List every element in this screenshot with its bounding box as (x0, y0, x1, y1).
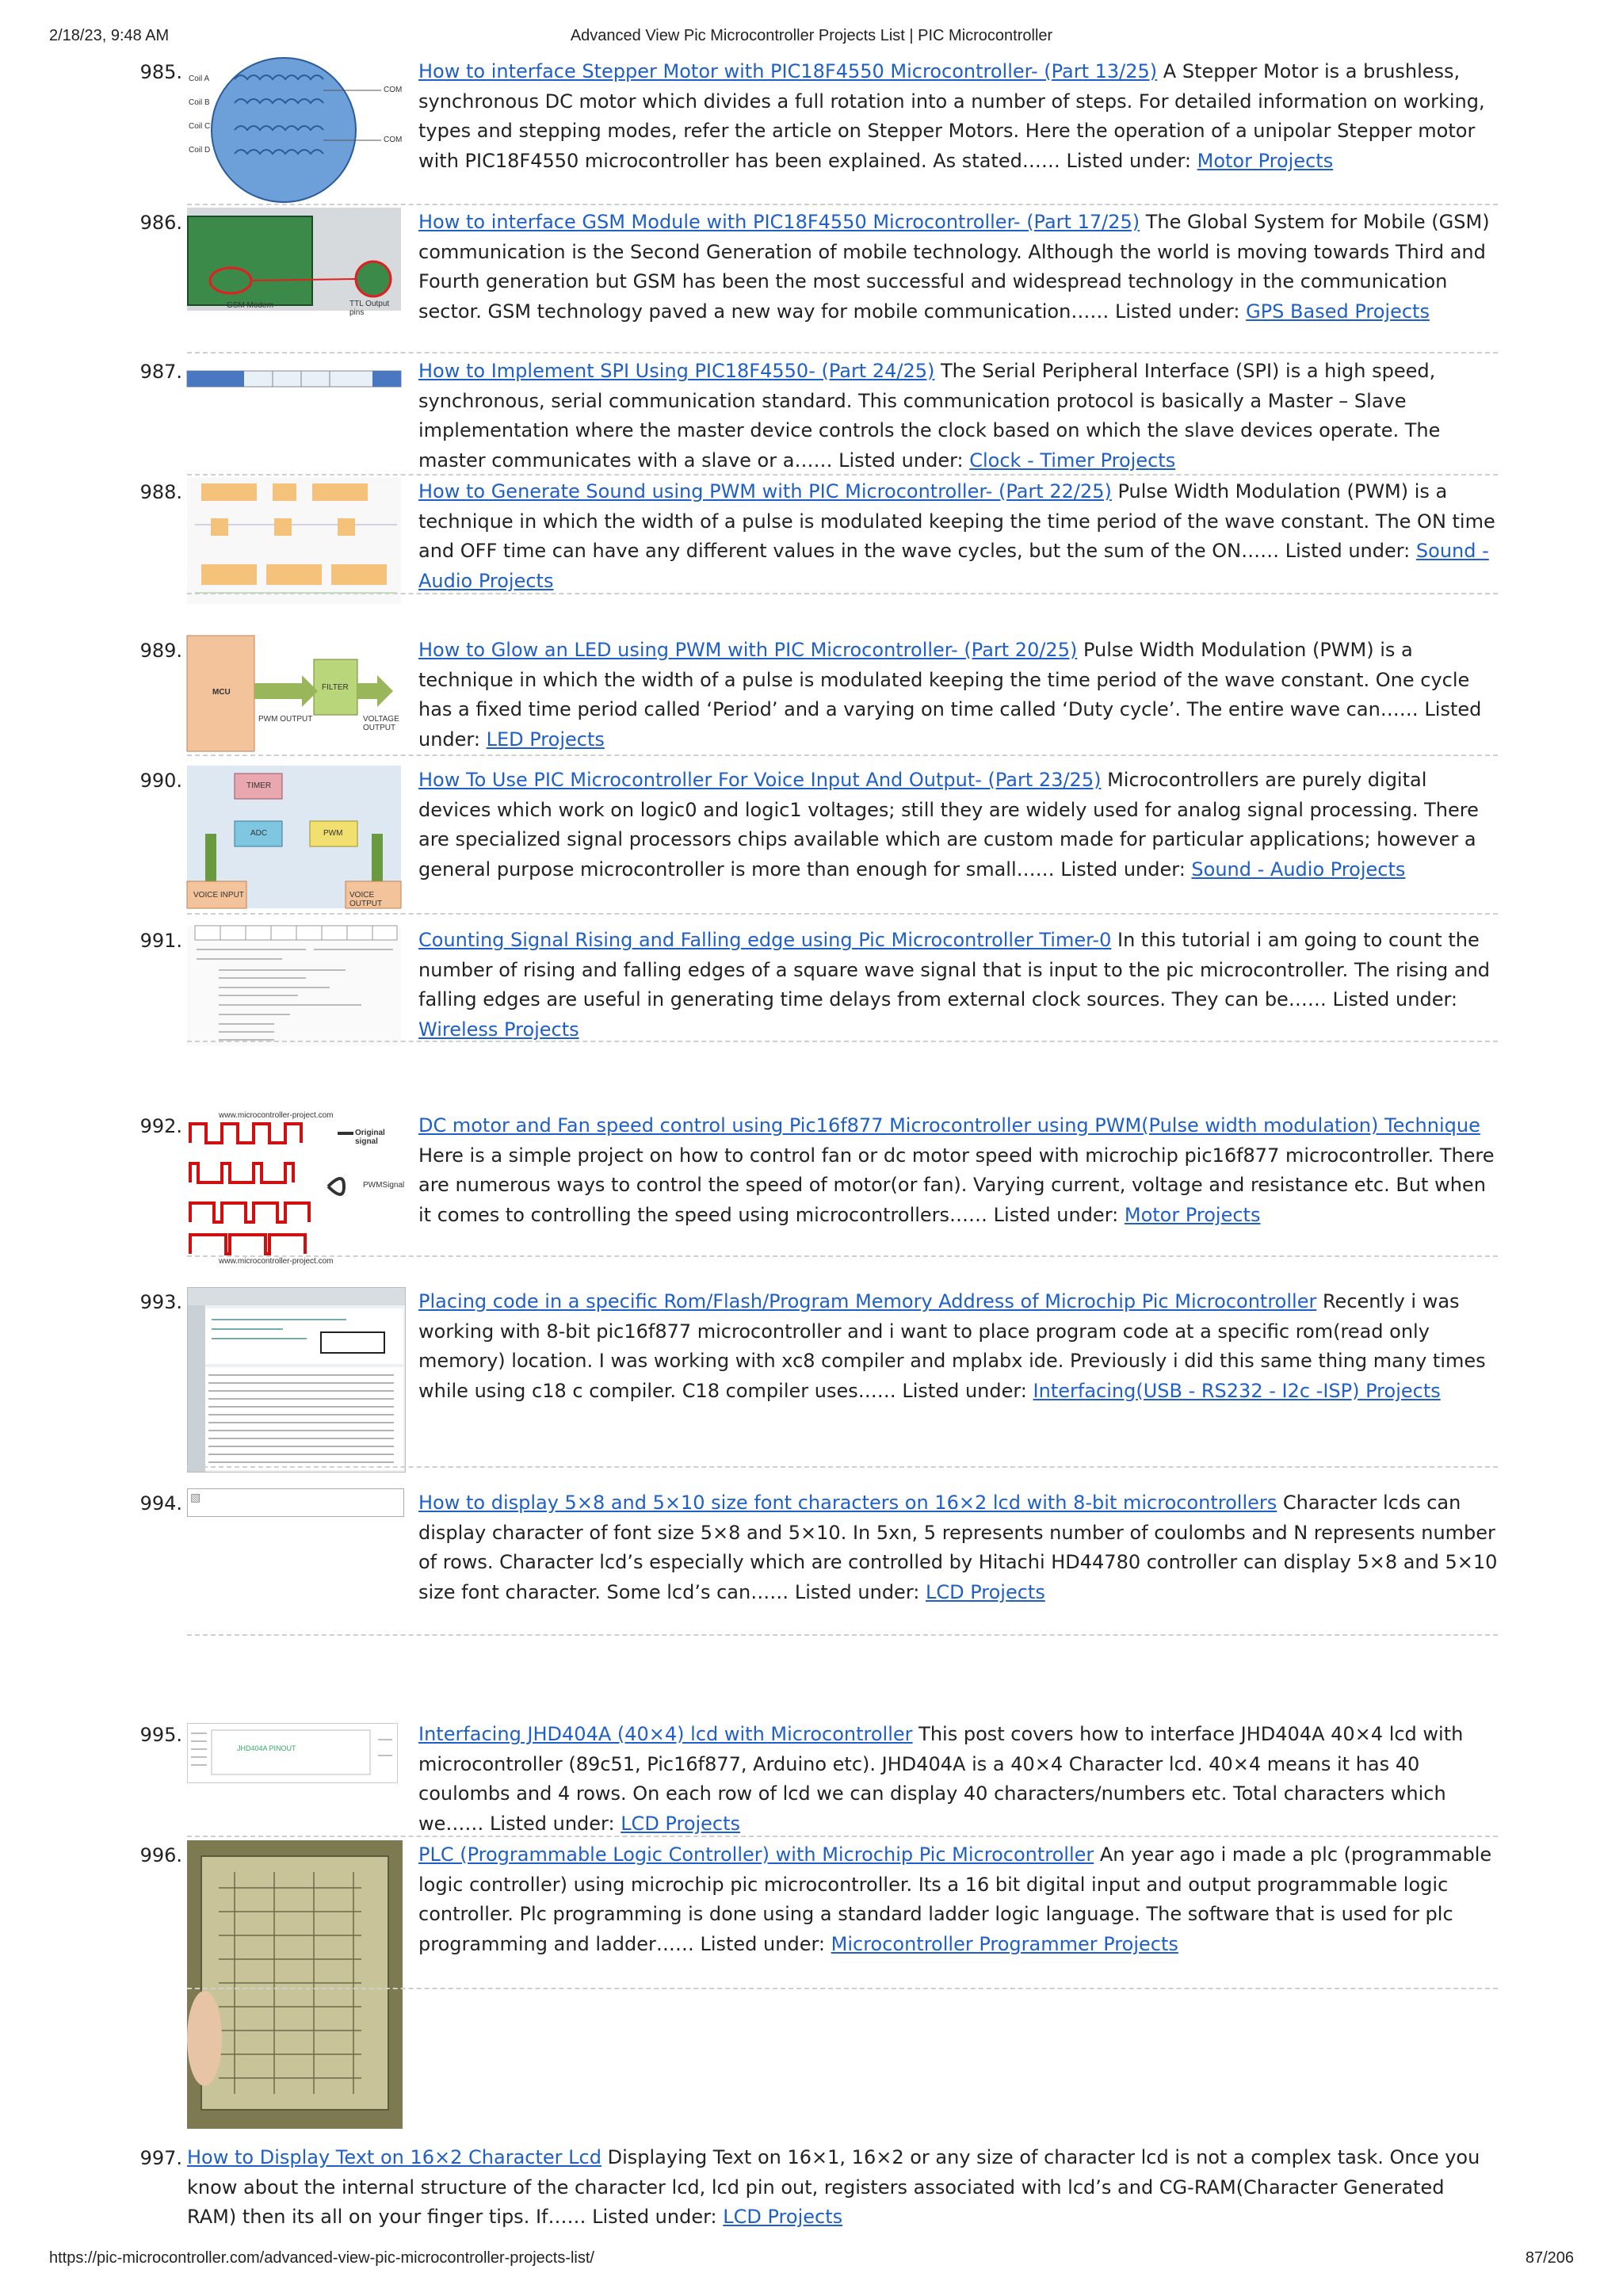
project-title-link[interactable]: How to interface Stepper Motor with PIC18F4550 Microcontroller- (Part 13/25) (418, 60, 1158, 82)
item-text (418, 1840, 1498, 1959)
voice-output-label: VOICE OUTPUT (349, 891, 383, 908)
thumbnail-broken-image (187, 1488, 404, 1517)
project-description: A Stepper Motor is a brushless, synchronous DC motor which divides a full rotation into a number of steps. For detailed information on working, types and stepping modes, refer the article on Stepper Motors. Here the operation of a unipolar Stepper motor with PIC18F4550 microcontroller has been explained. As stated…… Listed under: (418, 60, 1485, 172)
adc-label: ADC (250, 829, 268, 838)
coil-c-label: Coil C (189, 122, 211, 131)
project-title-link[interactable]: Placing code in a specific Rom/Flash/Program Memory Address of Microchip Pic Microcontroller (418, 1290, 1317, 1312)
project-title-link[interactable]: How to Generate Sound using PWM with PIC Microcontroller- (Part 22/25) (418, 480, 1112, 502)
item-number: 992. (139, 1115, 182, 1137)
project-description: An year ago i made a plc (programmable logic controller) using microchip pic microcontroller. Its a 16 bit digital input and output programmable logic controller. Plc programming is done using a standard ladder logic language. The software that is used for plc programming and ladder…… Listed under: (418, 1843, 1492, 1955)
broken-image-icon: ▧ (190, 1492, 201, 1504)
project-description: The Global System for Mobile (GSM) communication is the Second Generation of mobile technology. Although the world is moving towards Third and Fourth generation but GSM has been the most successful and widespread technology in the communication sector. GSM technology paved a new way for mobile communication…… Listed under: (418, 211, 1490, 323)
item-number: 994. (139, 1492, 182, 1515)
project-title-link[interactable]: How to Glow an LED using PWM with PIC Microcontroller- (Part 20/25) (418, 639, 1078, 661)
category-link[interactable]: LCD Projects (621, 1812, 741, 1835)
divider (187, 913, 1498, 915)
thumbnail-plc-pcb-photo (187, 1840, 403, 2129)
item-text (418, 477, 1498, 596)
item-text (418, 766, 1498, 884)
thumbnail-pwm-sound (187, 477, 401, 604)
divider (187, 1836, 1498, 1837)
project-description: In this tutorial i am going to count the number of rising and falling edges of a square wave signal that is input to the pic microcontroller. The rising and falling edges are useful in generating time delays from external clock sources. They can be…… Listed under: (418, 929, 1491, 1010)
item-text (418, 208, 1498, 327)
project-title-link[interactable]: Counting Signal Rising and Falling edge using Pic Microcontroller Timer-0 (418, 929, 1112, 951)
thumbnail-pwm-led (187, 636, 401, 751)
page-number: 87/206 (1525, 2249, 1574, 2267)
register-table-drawing (187, 926, 401, 1046)
thumbnail-mplabx-screenshot (187, 1287, 406, 1473)
project-title-link[interactable]: How To Use PIC Microcontroller For Voice Input And Output- (Part 23/25) (418, 769, 1102, 791)
category-link[interactable]: Microcontroller Programmer Projects (831, 1932, 1178, 1955)
item-number: 997. (139, 2147, 182, 2169)
project-title-link[interactable]: Interfacing JHD404A (40×4) lcd with Microcontroller (418, 1723, 913, 1745)
lcd-pinout-drawing (188, 1724, 397, 1782)
watermark-label: www.microcontroller-project.com (219, 1257, 334, 1266)
item-text (418, 636, 1498, 755)
item-text (418, 1720, 1498, 1839)
item-number: 986. (139, 212, 182, 234)
thumbnail-jhd404a-pinout (187, 1723, 398, 1783)
project-description: The Serial Peripheral Interface (SPI) is a high speed, synchronous, serial communication standard. This communication protocol is basically a Master – Slave implementation where the master device controls the clock based on which the slave devices operate. The master communicates with a slave or a…… Listed under: (418, 360, 1441, 472)
category-link[interactable]: Clock - Timer Projects (969, 449, 1176, 472)
thumbnail-gsm-module (187, 208, 401, 317)
project-title-link[interactable]: How to Display Text on 16×2 Character Lcd (187, 2146, 601, 2168)
print-date: 2/18/23, 9:48 AM (49, 27, 170, 44)
item-text (418, 1488, 1498, 1607)
mcu-label: MCU (212, 688, 231, 697)
project-description: Displaying Text on 16×1, 16×2 or any size of character lcd is not a complex task. Once you know about the internal structure of the character lcd, lcd pin out, registers associated with lcd’s and CG-RAM(Character Generated RAM) then its all on your finger tips. If…… Listed under: (187, 2146, 1480, 2228)
divider (187, 755, 1498, 756)
thumbnail-pwm-fan (187, 1111, 405, 1266)
thumbnail-voice-io (187, 766, 401, 908)
voice-io-blocks-drawing (187, 766, 401, 908)
item-number: 988. (139, 481, 182, 503)
project-description: Pulse Width Modulation (PWM) is a technique in which the width of a pulse is modulated keeping the time period of the wave constant. One cycle has a fixed time period called ‘Period’ and a varying on time called ‘Duty cycle’. The entire wave can…… Listed under: (418, 639, 1482, 751)
item-text (418, 1111, 1498, 1230)
item-number: 985. (139, 61, 182, 83)
com-label: COM (384, 136, 403, 144)
project-description: Here is a simple project on how to control fan or dc motor speed with microchip pic16f877 microcontroller. There are numerous ways to control the speed of motor(or fan). Varying current, voltage and resistance etc. But when it comes to controlling the speed using microcontrollers…… Listed under: (418, 1144, 1495, 1226)
pcb-photo-drawing (187, 1840, 403, 2129)
project-title-link[interactable]: How to interface GSM Module with PIC18F4550 Microcontroller- (Part 17/25) (418, 211, 1140, 233)
com-label: COM (384, 86, 403, 94)
voice-input-label: VOICE INPUT (193, 891, 244, 900)
ttl-pins-label: TTL Output pins (349, 300, 390, 317)
category-link[interactable]: Sound - Audio Projects (418, 540, 1489, 592)
gsm-modem-label: GSM Modem (227, 301, 273, 310)
category-link[interactable]: Motor Projects (1197, 149, 1334, 172)
item-number: 989. (139, 640, 182, 662)
coil-d-label: Coil D (189, 146, 211, 155)
divider (187, 474, 1498, 476)
item-number: 995. (139, 1724, 182, 1746)
project-title-link[interactable]: DC motor and Fan speed control using Pic16f877 Microcontroller using PWM(Pulse width modulation) Technique (418, 1114, 1480, 1137)
item-text (418, 357, 1498, 476)
timer-label: TIMER (246, 781, 272, 790)
item-text (418, 926, 1498, 1045)
project-title-link[interactable]: How to Implement SPI Using PIC18F4550- (Part 24/25) (418, 360, 935, 382)
print-url: https://pic-microcontroller.com/advanced-view-pic-microcontroller-projects-list/ (49, 2249, 594, 2267)
category-link[interactable]: Sound - Audio Projects (1191, 858, 1406, 881)
category-link[interactable]: Interfacing(USB - RS232 - I2c -ISP) Projects (1033, 1379, 1441, 1402)
category-link[interactable]: Motor Projects (1124, 1203, 1261, 1226)
divider (187, 1634, 1498, 1636)
project-title-link[interactable]: PLC (Programmable Logic Controller) with Microchip Pic Microcontroller (418, 1843, 1094, 1866)
jhd404a-pinout-label: JHD404A PINOUT (237, 1744, 296, 1752)
original-signal-label: Original signal (355, 1129, 385, 1146)
item-number: 996. (139, 1844, 182, 1866)
category-link[interactable]: LED Projects (486, 728, 605, 751)
gsm-circles-drawing (187, 208, 401, 311)
item-text (418, 1287, 1498, 1406)
divider (187, 204, 1498, 205)
divider (187, 1466, 1498, 1468)
pwm-label: PWM (323, 829, 343, 838)
pwm-waveforms-drawing (187, 477, 401, 604)
project-description: Pulse Width Modulation (PWM) is a technique in which the width of a pulse is modulated keeping the time period of the wave constant. The ON time and OFF time can have any different values in the wave cycles, but the sum of the ON…… Listed under: (418, 480, 1495, 562)
divider (187, 352, 1498, 353)
voltage-output-label: VOLTAGE OUTPUT (363, 715, 399, 732)
thumbnail-stepper-motor (187, 57, 401, 200)
thumbnail-timer0-register (187, 926, 401, 1046)
thumbnail-spi-diagram (187, 360, 401, 392)
spi-frame-drawing (187, 360, 401, 392)
item-text (418, 57, 1498, 176)
divider (187, 1988, 1498, 1989)
category-link[interactable]: LCD Projects (723, 2206, 843, 2228)
item-number: 987. (139, 361, 182, 383)
print-page-title: Advanced View Pic Microcontroller Projects List | PIC Microcontroller (570, 27, 1053, 44)
project-description: Microcontrollers are purely digital devices which work on logic0 and logic1 voltages; still they are widely used for analog signal processing. There are specialized signal processors chips available which are custom made for particular applications; however a general purpose microcontroller is more than enough for small…… Listed under: (418, 769, 1479, 881)
coil-b-label: Coil B (189, 98, 210, 107)
category-link[interactable]: LCD Projects (925, 1580, 1045, 1603)
divider (187, 593, 1498, 594)
project-description: This post covers how to interface JHD404A 40×4 lcd with microcontroller (89c51, Pic16f877, Arduino etc). JHD404A is a 40×4 Character lcd. 40×4 means it has 40 coulombs and 4 rows. On each row of lcd we can display 40 characters/numbers etc. Total characters which we…… Listed under: (418, 1723, 1464, 1835)
filter-label: FILTER (322, 683, 349, 692)
project-title-link[interactable]: How to display 5×8 and 5×10 size font characters on 16×2 lcd with 8-bit microcontrollers (418, 1492, 1277, 1514)
coil-a-label: Coil A (189, 74, 210, 83)
category-link[interactable]: Wireless Projects (418, 1018, 579, 1041)
ide-screenshot-drawing (188, 1288, 405, 1472)
project-description: Recently i was working with 8-bit pic16f877 microcontroller and i want to place program code at a specific rom(read only memory) location. I was working with xc8 compiler and mplabx ide. Previously i did this same thing many times while using c18 c compiler. C18 compiler uses…… Listed under: (418, 1290, 1486, 1402)
divider (187, 1041, 1498, 1042)
item-number: 991. (139, 930, 182, 952)
pwm-signal-label: PWMSignal (363, 1181, 405, 1190)
item-text (187, 2143, 1498, 2233)
watermark-label: www.microcontroller-project.com (219, 1111, 334, 1120)
divider (187, 1255, 1498, 1257)
stepper-coils-drawing (187, 57, 401, 200)
pwm-output-label: PWM OUTPUT (258, 715, 313, 724)
project-description: Character lcds can display character of font size 5×8 and 5×10. In 5xn, 5 represents number of coulombs and N represents number of rows. Character lcd’s especially which are controlled by Hitachi HD44780 controller can display 5×8 and 5×10 size font character. Some lcd’s can…… Listed under: (418, 1492, 1498, 1603)
category-link[interactable]: GPS Based Projects (1246, 300, 1430, 323)
item-number: 990. (139, 770, 182, 792)
item-number: 993. (139, 1291, 182, 1313)
